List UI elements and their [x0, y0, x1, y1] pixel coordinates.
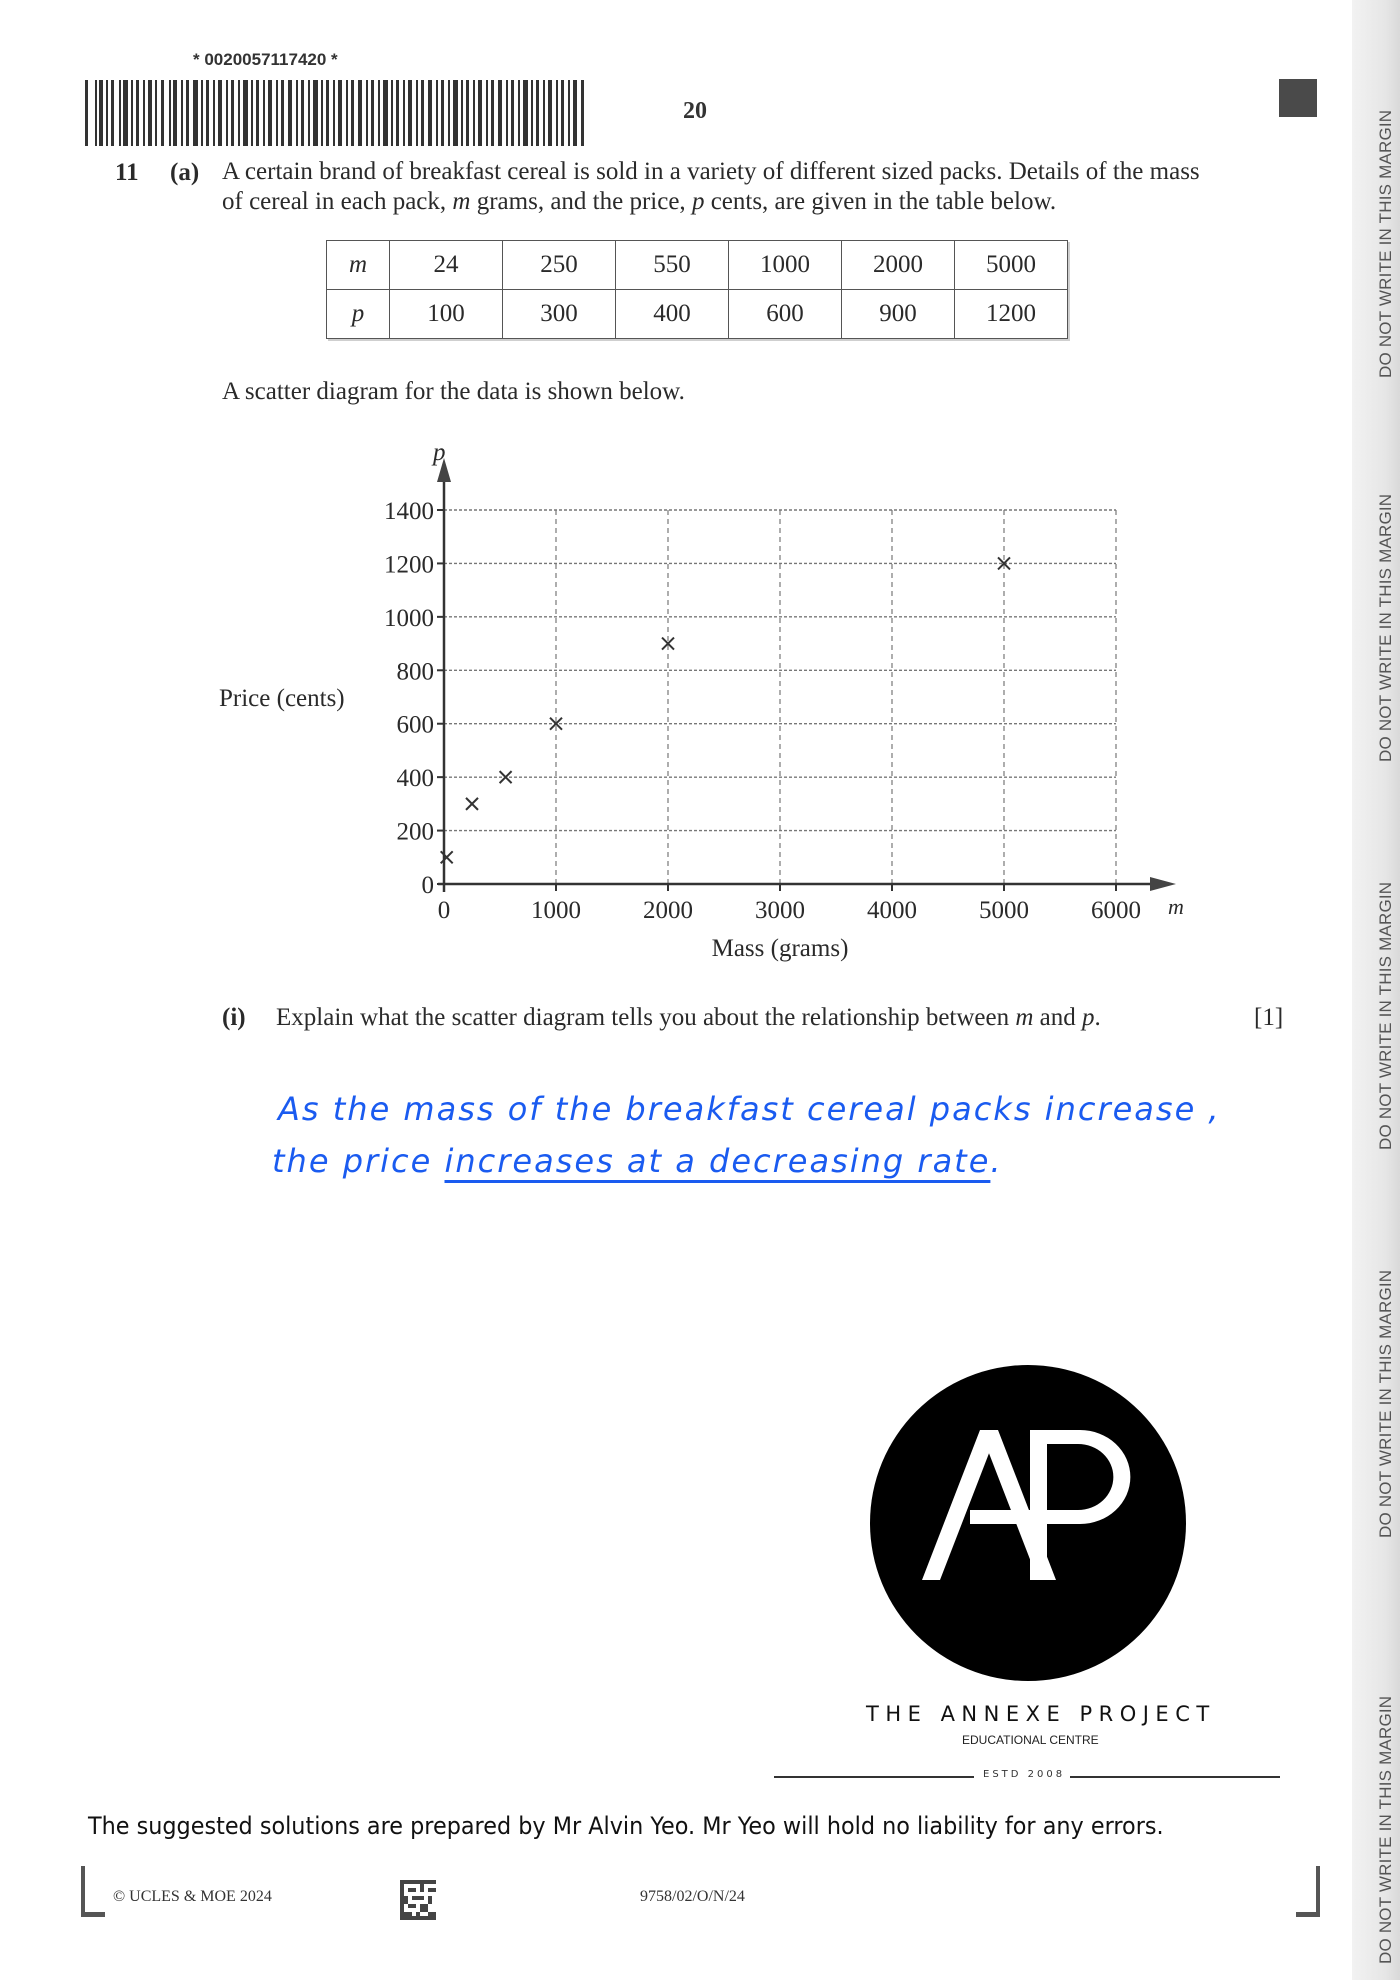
question-text-line2: of cereal in each pack, m grams, and the price, p cents, are given in the table below. — [222, 188, 1057, 215]
y-tick-label: 1400 — [384, 498, 434, 525]
disclaimer: The suggested solutions are prepared by Mr Alvin Yeo. Mr Yeo will hold no liability for any errors. — [88, 1812, 1164, 1840]
margin-warning: DO NOT WRITE IN THIS MARGIN — [1376, 1269, 1395, 1538]
y-tick-label: 800 — [396, 658, 434, 686]
crop-mark — [1316, 1866, 1320, 1916]
copyright: © UCLES & MOE 2024 — [113, 1888, 272, 1905]
margin-warning: DO NOT WRITE IN THIS MARGIN — [1376, 881, 1395, 1150]
crop-mark — [1296, 1912, 1320, 1917]
y-tick-label: 1000 — [384, 604, 434, 632]
y-tick-label: 400 — [396, 765, 434, 793]
x-tick-label: 1000 — [531, 897, 581, 924]
x-tick-label: 3000 — [755, 897, 805, 924]
established-text: ESTD 2008 — [983, 1769, 1066, 1780]
table-cell: 1200 — [955, 290, 1068, 339]
question-part: (a) — [170, 159, 200, 186]
y-axis-label: Price (cents) — [219, 685, 345, 712]
marks: [1] — [1254, 1004, 1284, 1031]
question-text-line1: A certain brand of breakfast cereal is sold in a variety of different sized packs. Details of the mass — [222, 158, 1200, 185]
x-tick-label: 6000 — [1091, 897, 1141, 924]
table-cell: 5000 — [955, 241, 1068, 290]
x-axis-arrow-icon — [1150, 877, 1176, 891]
answer-line-1: As the mass of the breakfast cereal packs increase , — [278, 1090, 1221, 1128]
x-tick-label: 0 — [437, 897, 451, 924]
x-axis-symbol: m — [1168, 894, 1184, 919]
table-cell: 250 — [503, 241, 616, 290]
logo-subtitle: EDUCATIONAL CENTRE — [962, 1733, 1099, 1747]
table-cell: 24 — [390, 241, 503, 290]
barcode-number: * 0020057117420 * — [193, 50, 338, 69]
divider — [774, 1776, 974, 1778]
data-point-marker-icon — [466, 798, 478, 810]
y-tick-label: 200 — [396, 818, 434, 846]
table-cell: 100 — [390, 290, 503, 339]
margin-warning: DO NOT WRITE IN THIS MARGIN — [1376, 1695, 1395, 1964]
table-cell: 2000 — [842, 241, 955, 290]
crop-mark — [81, 1866, 85, 1916]
row-label: p — [327, 290, 390, 339]
x-axis-label: Mass (grams) — [711, 935, 849, 962]
data-point-marker-icon — [441, 851, 453, 863]
y-tick-label: 0 — [421, 872, 434, 899]
question-number: 11 — [115, 159, 139, 186]
ap-monogram-icon — [870, 1365, 1186, 1681]
table-cell: 600 — [729, 290, 842, 339]
x-tick-label: 5000 — [979, 897, 1029, 924]
crop-mark — [81, 1912, 105, 1917]
datamatrix-code-icon — [400, 1880, 436, 1920]
table-cell: 300 — [503, 290, 616, 339]
margin-warning: DO NOT WRITE IN THIS MARGIN — [1376, 109, 1395, 378]
y-axis-symbol: p — [433, 439, 446, 466]
table-cell: 900 — [842, 290, 955, 339]
y-tick-label: 1200 — [384, 551, 434, 579]
sub-question-text: Explain what the scatter diagram tells you about the relationship between m and p. — [276, 1004, 1101, 1031]
scatter-chart — [0, 0, 1400, 980]
x-tick-label: 2000 — [643, 897, 693, 924]
intro-text: A scatter diagram for the data is shown below. — [222, 378, 685, 405]
divider — [1070, 1776, 1280, 1778]
table-cell: 400 — [616, 290, 729, 339]
paper-code: 9758/02/O/N/24 — [640, 1888, 745, 1905]
sub-question-label: (i) — [222, 1004, 246, 1031]
answer-underlined: increases at a decreasing rate — [444, 1142, 991, 1180]
y-tick-label: 600 — [396, 711, 434, 739]
table-cell: 550 — [616, 241, 729, 290]
x-tick-label: 4000 — [867, 897, 917, 924]
page-number: 20 — [683, 98, 707, 124]
margin-warning: DO NOT WRITE IN THIS MARGIN — [1376, 493, 1395, 762]
answer-line-2: the price increases at a decreasing rate. — [272, 1142, 1003, 1180]
logo-name: THE ANNEXE PROJECT — [866, 1702, 1216, 1726]
row-label: m — [327, 241, 390, 290]
table-cell: 1000 — [729, 241, 842, 290]
